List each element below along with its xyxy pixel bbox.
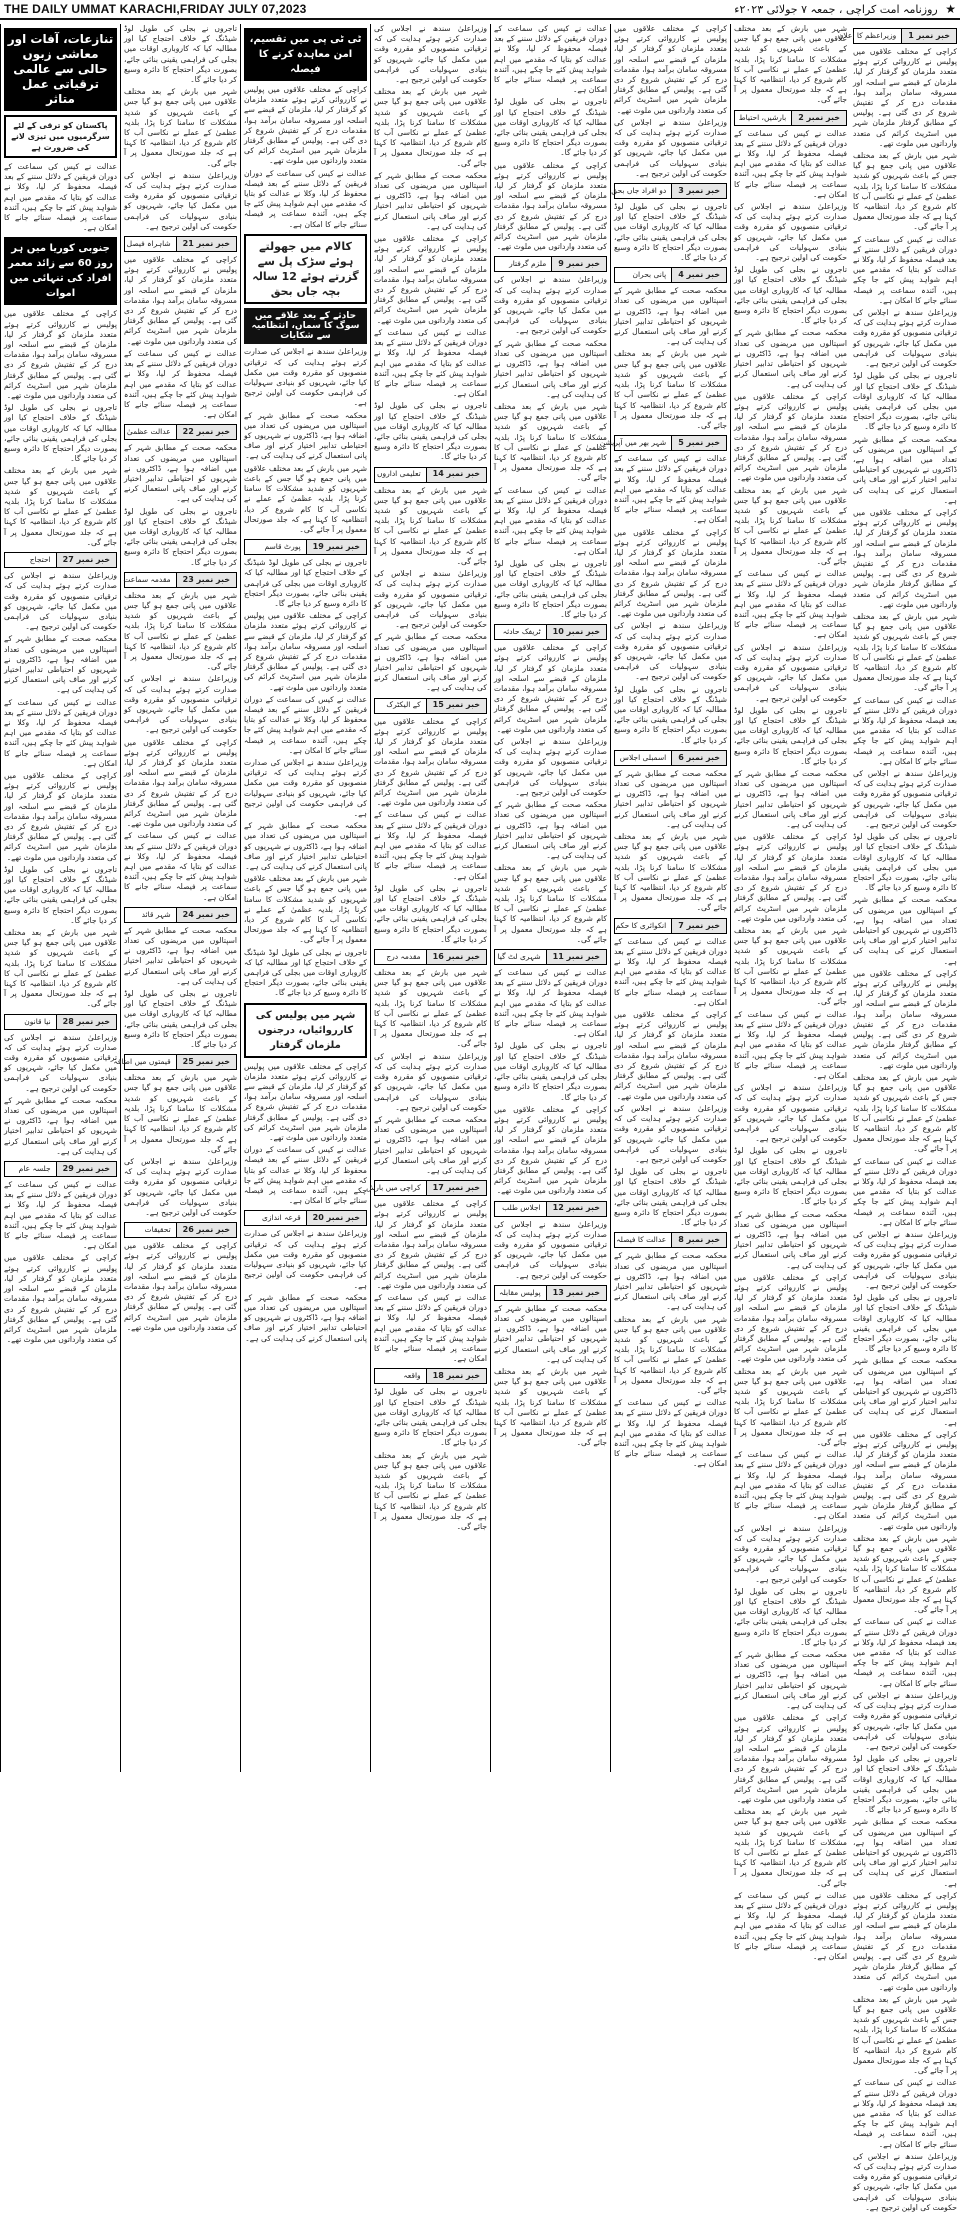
section-13 [494, 1285, 607, 1301]
article-paragraph: وزیراعلیٰ سندھ نے اجلاس کی صدارت کرتے ہوئے ہدایت کی کہ ترقیاتی منصوبوں کو مقررہ وقت میں مکمل کیا جائے، شہریوں کو بنیادی سہولیات کی فراہمی حکومت کی اولین ترجیح ہے۔ [853, 769, 957, 830]
section-10 [494, 624, 607, 640]
article-paragraph: تاجروں نے بجلی کی طویل لوڈ شیڈنگ کے خلاف احتجاج کیا اور مطالبہ کیا کہ کاروباری اوقات میں بجلی کی فراہمی یقینی بنائی جائے، بصورت دیگر احتجاج کا دائرہ وسیع کر دیا جائے گا۔ [4, 864, 117, 925]
article-paragraph: شہر میں بارش کے بعد مختلف علاقوں میں پانی جمع ہو گیا جس کے باعث شہریوں کو شدید مشکلات کا سامنا کرنا پڑا، بلدیہ عظمیٰ کے عملے نے نکاسی آب کا کام شروع کر دیا، انتظامیہ کا کہنا ہے کہ جلد صورتحال معمول پر آ جائے گی۔ [124, 590, 237, 672]
section-label: اجلاس طلب [502, 1203, 541, 1213]
article-paragraph: محکمہ صحت کے مطابق شہر کے اسپتالوں میں مریضوں کی تعداد میں اضافہ ہوا ہے، ڈاکٹروں نے شہریوں کو احتیاطی تدابیر اختیار کرنے اور صاف پانی استعمال کرنے کی ہدایت کی ہے۔ [853, 1356, 957, 1427]
section-18 [374, 1368, 487, 1384]
section-label: شہر قائد [141, 909, 171, 919]
section-17 [366, 1180, 487, 1196]
column-6 [240, 24, 370, 1772]
article-paragraph: کراچی کے مختلف علاقوں میں پولیس نے کارروائی کرتے ہوئے متعدد ملزمان کو گرفتار کر لیا، ملزمان کے قبضے سے اسلحہ اور مسروقہ سامان برآمد ہوا، مقدمات درج کر کے تفتیش شروع کر دی گئی ہے۔ پولیس کے مطابق گرفتار ملزمان شہر میں اسٹریٹ کرائم کی متعدد وارداتوں میں ملوث تھے۔ [494, 1104, 607, 1196]
article-paragraph: وزیراعلیٰ سندھ نے اجلاس کی صدارت کرتے ہوئے ہدایت کی کہ ترقیاتی منصوبوں کو مقررہ وقت میں مکمل کیا جائے، شہریوں کو بنیادی سہولیات کی فراہمی حکومت کی اولین ترجیح ہے۔ [4, 571, 117, 632]
article-paragraph: شہر میں بارش کے بعد مختلف علاقوں میں پانی جمع ہو گیا جس کے باعث شہریوں کو شدید مشکلات کا سامنا کرنا پڑا، بلدیہ عظمیٰ کے عملے نے نکاسی آب کا کام شروع کر دیا، انتظامیہ کا کہنا ہے کہ جلد صورتحال معمول پر آ جائے گی۔ [853, 151, 957, 232]
article-paragraph: تاجروں نے بجلی کی طویل لوڈ شیڈنگ کے خلاف احتجاج کیا اور مطالبہ کیا کہ کاروباری اوقات میں بجلی کی فراہمی یقینی بنائی جائے، بصورت دیگر احتجاج کا دائرہ وسیع کر دیا جائے گا۔ [853, 371, 957, 432]
article-paragraph: تاجروں نے بجلی کی طویل لوڈ شیڈنگ کے خلاف احتجاج کیا اور مطالبہ کیا کہ کاروباری اوقات میں بجلی کی فراہمی یقینی بنائی جائے، بصورت دیگر احتجاج کا دائرہ وسیع کر دیا جائے گا۔ [853, 832, 957, 893]
article-paragraph: عدالت نے کیس کی سماعت کے دوران فریقین کے دلائل سننے کے بعد فیصلہ محفوظ کر لیا، وکلا نے عدالت کو بتایا کہ مقدمے میں اہم شواہد پیش کئے جا چکے ہیں، آئندہ سماعت پر فیصلہ سنائے جانے کا امکان ہے۔ [734, 1450, 847, 1521]
article-paragraph: وزیراعلیٰ سندھ نے اجلاس کی صدارت کرتے ہوئے ہدایت کی کہ ترقیاتی منصوبوں کو مقررہ وقت میں مکمل کیا جائے، شہریوں کو بنیادی سہولیات کی فراہمی حکومت کی اولین ترجیح ہے۔ [614, 117, 727, 178]
article-paragraph: عدالت نے کیس کی سماعت کے دوران فریقین کے دلائل سننے کے بعد فیصلہ محفوظ کر لیا، وکلا نے عدالت کو بتایا کہ مقدمے میں اہم شواہد پیش کئے جا چکے ہیں، آئندہ سماعت پر فیصلہ سنائے جانے کا امکان ہے۔ [853, 695, 957, 766]
section-9 [494, 256, 607, 272]
article-paragraph: تاجروں نے بجلی کی طویل لوڈ شیڈنگ کے خلاف احتجاج کیا اور مطالبہ کیا کہ کاروباری اوقات میں بجلی کی فراہمی یقینی بنائی جائے، بصورت دیگر احتجاج کا دائرہ وسیع کر دیا جائے گا۔ [734, 265, 847, 326]
article-paragraph: شہر میں بارش کے بعد مختلف علاقوں میں پانی جمع ہو گیا جس کے باعث شہریوں کو شدید مشکلات کا سامنا کرنا پڑا، بلدیہ عظمیٰ کے عملے نے نکاسی آب کا کام شروع کر دیا، انتظامیہ کا کہنا ہے کہ جلد صورتحال معمول پر آ جائے گی۔ [853, 611, 957, 693]
article-paragraph: محکمہ صحت کے مطابق شہر کے اسپتالوں میں مریضوں کی تعداد میں اضافہ ہوا ہے، ڈاکٹروں نے شہریوں کو احتیاطی تدابیر اختیار کرنے اور صاف پانی استعمال کرنے کی ہدایت کی ہے۔ [614, 768, 727, 829]
section-number: خبر نمبر 9 [551, 257, 606, 271]
masthead-urdu [734, 2, 956, 16]
article-paragraph: محکمہ صحت کے مطابق شہر کے اسپتالوں میں مریضوں کی تعداد میں اضافہ ہوا ہے، ڈاکٹروں نے شہریوں کو احتیاطی تدابیر اختیار کرنے اور صاف پانی استعمال کرنے کی ہدایت کی ہے۔ [4, 1095, 117, 1156]
column-2 [730, 24, 850, 1961]
section-label: جلسہ عام [18, 1163, 51, 1173]
article-paragraph: کراچی کے مختلف علاقوں میں پولیس نے کارروائی کرتے ہوئے متعدد ملزمان کو گرفتار کر لیا، ملزمان کے قبضے سے اسلحہ اور مسروقہ سامان برآمد ہوا، مقدمات درج کر کے تفتیش شروع کر دی گئی ہے۔ پولیس کے مطابق گرفتار ملزمان شہر میں اسٹریٹ کرائم کی متعدد وارداتوں میں ملوث تھے۔ [734, 832, 847, 923]
section-label: تعلیمی اداروں [376, 469, 421, 479]
section-number: خبر نمبر 28 [56, 1015, 116, 1029]
article-paragraph: محکمہ صحت کے مطابق شہر کے اسپتالوں میں مریضوں کی تعداد میں اضافہ ہوا ہے، ڈاکٹروں نے شہریوں کو احتیاطی تدابیر اختیار کرنے اور صاف پانی استعمال کرنے کی ہدایت کی ہے۔ [124, 443, 237, 504]
article-paragraph: تاجروں نے بجلی کی طویل لوڈ شیڈنگ کے خلاف احتجاج کیا اور مطالبہ کیا کہ کاروباری اوقات میں بجلی کی فراہمی یقینی بنائی جائے، بصورت دیگر احتجاج کا دائرہ وسیع کر دیا جائے گا۔ [734, 705, 847, 766]
section-label: پورٹ قاسم [264, 542, 301, 551]
article-paragraph: کراچی کے مختلف علاقوں میں پولیس نے کارروائی کرتے ہوئے متعدد ملزمان کو گرفتار کر لیا، ملزمان کے قبضے سے اسلحہ اور مسروقہ سامان برآمد ہوا، مقدمات درج کر کے تفتیش شروع کر دی گئی ہے۔ پولیس کے مطابق گرفتار ملزمان شہر میں اسٹریٹ کرائم کی متعدد وارداتوں میں ملوث تھے۔ [244, 1061, 367, 1143]
section-number: خبر نمبر 20 [306, 1211, 366, 1225]
article-paragraph: شہر میں بارش کے بعد مختلف علاقوں میں پانی جمع ہو گیا جس کے باعث شہریوں کو شدید مشکلات کا سامنا کرنا پڑا، بلدیہ عظمیٰ کے عملے نے نکاسی آب کا کام شروع کر دیا، انتظامیہ کا کہنا ہے کہ جلد صورتحال معمول پر آ جائے گی۔ [494, 1366, 607, 1448]
article-paragraph: کراچی کے مختلف علاقوں میں پولیس نے کارروائی کرتے ہوئے متعدد ملزمان کو گرفتار کر لیا، ملزمان کے قبضے سے اسلحہ اور مسروقہ سامان برآمد ہوا، مقدمات درج کر کے تفتیش شروع کر دی گئی ہے۔ پولیس کے مطابق گرفتار ملزمان شہر میں اسٹریٹ کرائم کی متعدد وارداتوں میں ملوث تھے۔ [244, 85, 367, 166]
section-number: خبر نمبر 2 [791, 111, 846, 125]
article-paragraph: تاجروں نے بجلی کی طویل لوڈ شیڈنگ کے خلاف احتجاج کیا اور مطالبہ کیا کہ کاروباری اوقات میں بجلی کی فراہمی یقینی بنائی جائے، بصورت دیگر احتجاج کا دائرہ وسیع کر دیا جائے گا۔ [374, 883, 487, 944]
section-number: خبر نمبر 7 [671, 919, 726, 933]
section-number: خبر نمبر 29 [56, 1162, 116, 1176]
article-paragraph: محکمہ صحت کے مطابق شہر کے اسپتالوں میں مریضوں کی تعداد میں اضافہ ہوا ہے، ڈاکٹروں نے شہریوں کو احتیاطی تدابیر اختیار کرنے اور صاف پانی استعمال کرنے کی ہدایت کی ہے۔ [494, 800, 607, 861]
section-label: قیمتوں میں اضافہ [113, 1057, 171, 1067]
article-paragraph: شہر میں بارش کے بعد مختلف علاقوں میں پانی جمع ہو گیا جس کے باعث شہریوں کو شدید مشکلات کا سامنا کرنا پڑا، بلدیہ عظمیٰ کے عملے نے نکاسی آب کا کام شروع کر دیا، انتظامیہ کا کہنا ہے کہ جلد صورتحال معمول پر آ جائے گی۔ [374, 485, 487, 566]
article-paragraph: محکمہ صحت کے مطابق شہر کے اسپتالوں میں مریضوں کی تعداد میں اضافہ ہوا ہے، ڈاکٹروں نے شہریوں کو احتیاطی تدابیر اختیار کرنے اور صاف پانی استعمال کرنے کی ہدایت کی ہے۔ [244, 821, 367, 871]
column-1 [837, 24, 960, 2212]
section-number: خبر نمبر 8 [671, 1233, 726, 1247]
article-paragraph: شہر میں بارش کے بعد مختلف علاقوں میں پانی جمع ہو گیا جس کے باعث شہریوں کو شدید مشکلات کا سامنا کرنا پڑا، بلدیہ عظمیٰ کے عملے نے نکاسی آب کا کام شروع کر دیا، انتظامیہ کا کہنا ہے کہ جلد صورتحال معمول پر آ جائے گی۔ [734, 1366, 847, 1448]
section-label: واقعہ [403, 1371, 421, 1381]
columns [0, 24, 960, 2212]
article-paragraph: شہر میں بارش کے بعد مختلف علاقوں میں پانی جمع ہو گیا جس کے باعث شہریوں کو شدید مشکلات کا سامنا کرنا پڑا، بلدیہ عظمیٰ کے عملے نے نکاسی آب کا کام شروع کر دیا، انتظامیہ کا کہنا ہے کہ جلد صورتحال معمول پر آ جائے گی۔ [4, 466, 117, 547]
section-20 [244, 1210, 367, 1226]
article-paragraph: محکمہ صحت کے مطابق شہر کے اسپتالوں میں مریضوں کی تعداد میں اضافہ ہوا ہے، ڈاکٹروں نے شہریوں کو احتیاطی تدابیر اختیار کرنے اور صاف پانی استعمال کرنے کی ہدایت کی ہے۔ [494, 1303, 607, 1364]
article-paragraph: تاجروں نے بجلی کی طویل لوڈ شیڈنگ کے خلاف احتجاج کیا اور مطالبہ کیا کہ کاروباری اوقات میں بجلی کی فراہمی یقینی بنائی جائے، بصورت دیگر احتجاج کا دائرہ وسیع کر دیا جائے گا۔ [124, 989, 237, 1050]
article-paragraph: محکمہ صحت کے مطابق شہر کے اسپتالوں میں مریضوں کی تعداد میں اضافہ ہوا ہے، ڈاکٹروں نے شہریوں کو احتیاطی تدابیر اختیار کرنے اور صاف پانی استعمال کرنے کی ہدایت کی ہے۔ [374, 1114, 487, 1175]
article-paragraph: عدالت نے کیس کی سماعت کے دوران فریقین کے دلائل سننے کے بعد فیصلہ محفوظ کر لیا، وکلا نے عدالت کو بتایا کہ مقدمے میں اہم شواہد پیش کئے جا چکے ہیں، آئندہ سماعت پر فیصلہ سنائے جانے کا امکان ہے۔ [853, 234, 957, 305]
article-paragraph: وزیراعلیٰ سندھ نے اجلاس کی صدارت کرتے ہوئے ہدایت کی کہ ترقیاتی منصوبوں کو مقررہ وقت میں مکمل کیا جائے، شہریوں کو بنیادی سہولیات کی فراہمی حکومت کی اولین ترجیح ہے۔ [244, 1229, 367, 1290]
article-paragraph: عدالت نے کیس کی سماعت کے دوران فریقین کے دلائل سننے کے بعد فیصلہ محفوظ کر لیا، وکلا نے عدالت کو بتایا کہ مقدمے میں اہم شواہد پیش کئے جا چکے ہیں، آئندہ سماعت پر فیصلہ سنائے جانے کا امکان ہے۔ [614, 454, 727, 525]
headline-kalam: کالام میں جھولتے ہوئے سڑک پل سے گزرتے ہوئے 12 سالہ بچہ جاں بحق [244, 234, 367, 304]
article-paragraph: تاجروں نے بجلی کی طویل لوڈ شیڈنگ کے خلاف احتجاج کیا اور مطالبہ کیا کہ کاروباری اوقات میں بجلی کی فراہمی یقینی بنائی جائے، بصورت دیگر احتجاج کا دائرہ وسیع کر دیا جائے گا۔ [614, 684, 727, 745]
section-22 [124, 424, 237, 440]
column-7 [113, 24, 240, 1772]
article-paragraph: شہر میں بارش کے بعد مختلف علاقوں میں پانی جمع ہو گیا جس کے باعث شہریوں کو شدید مشکلات کا سامنا کرنا پڑا، بلدیہ عظمیٰ کے عملے نے نکاسی آب کا کام شروع کر دیا، انتظامیہ کا کہنا ہے کہ جلد صورتحال معمول پر آ جائے گی۔ [124, 87, 237, 168]
article-paragraph: شہر میں بارش کے بعد مختلف علاقوں میں پانی جمع ہو گیا جس کے باعث شہریوں کو شدید مشکلات کا سامنا کرنا پڑا، بلدیہ عظمیٰ کے عملے نے نکاسی آب کا کام شروع کر دیا، انتظامیہ کا کہنا ہے کہ جلد صورتحال معمول پر آ جائے گی۔ [734, 926, 847, 1007]
section-number: خبر نمبر 25 [176, 1055, 236, 1069]
article-paragraph: شہر میں بارش کے بعد مختلف علاقوں میں پانی جمع ہو گیا جس کے باعث شہریوں کو شدید مشکلات کا سامنا کرنا پڑا، بلدیہ عظمیٰ کے عملے نے نکاسی آب کا کام شروع کر دیا، انتظامیہ کا کہنا ہے کہ جلد صورتحال معمول پر آ جائے گی۔ [853, 1533, 957, 1615]
section-label: مقدمہ سماعت [123, 574, 171, 584]
section-label: وزیراعظم کا اعلان [837, 30, 897, 40]
section-number: خبر نمبر 13 [546, 1286, 606, 1300]
article-paragraph: شہر میں بارش کے بعد مختلف علاقوں میں پانی جمع ہو گیا جس کے باعث شہریوں کو شدید مشکلات کا سامنا کرنا پڑا، بلدیہ عظمیٰ کے عملے نے نکاسی آب کا کام شروع کر دیا، انتظامیہ کا کہنا ہے کہ جلد صورتحال معمول پر آ جائے گی۔ [853, 1994, 957, 2076]
article-paragraph: کراچی کے مختلف علاقوں میں پولیس نے کارروائی کرتے ہوئے متعدد ملزمان کو گرفتار کر لیا، ملزمان کے قبضے سے اسلحہ اور مسروقہ سامان برآمد ہوا، مقدمات درج کر کے تفتیش شروع کر دی گئی ہے۔ پولیس کے مطابق گرفتار ملزمان شہر میں اسٹریٹ کرائم کی متعدد وارداتوں میں ملوث تھے۔ [614, 527, 727, 619]
article-paragraph: وزیراعلیٰ سندھ نے اجلاس کی صدارت کرتے ہوئے ہدایت کی کہ ترقیاتی منصوبوں کو مقررہ وقت میں مکمل کیا جائے، شہریوں کو بنیادی سہولیات کی فراہمی حکومت کی اولین ترجیح ہے۔ [734, 1523, 847, 1584]
section-7 [614, 918, 727, 934]
section-14 [374, 467, 487, 483]
article-paragraph: عدالت نے کیس کی سماعت کے دوران فریقین کے دلائل سننے کے بعد فیصلہ محفوظ کر لیا، وکلا نے عدالت کو بتایا کہ مقدمے میں اہم شواہد پیش کئے جا چکے ہیں، آئندہ سماعت پر فیصلہ سنائے جانے کا امکان ہے۔ [734, 128, 847, 199]
article-paragraph: تاجروں نے بجلی کی طویل لوڈ شیڈنگ کے خلاف احتجاج کیا اور مطالبہ کیا کہ کاروباری اوقات میں بجلی کی فراہمی یقینی بنائی جائے، بصورت دیگر احتجاج کا دائرہ وسیع کر دیا جائے گا۔ [124, 506, 237, 567]
article-paragraph: عدالت نے کیس کی سماعت کے دوران فریقین کے دلائل سننے کے بعد فیصلہ محفوظ کر لیا، وکلا نے عدالت کو بتایا کہ مقدمے میں اہم شواہد پیش کئے جا چکے ہیں، آئندہ سماعت پر فیصلہ سنائے جانے کا امکان ہے۔ [374, 1292, 487, 1364]
article-paragraph: شہر میں بارش کے بعد مختلف علاقوں میں پانی جمع ہو گیا جس کے باعث شہریوں کو شدید مشکلات کا سامنا کرنا پڑا، بلدیہ عظمیٰ کے عملے نے نکاسی آب کا کام شروع کر دیا، انتظامیہ کا کہنا ہے کہ جلد صورتحال معمول پر آ جائے گی۔ [734, 24, 847, 105]
section-label: انکوائری کا حکم [615, 920, 667, 930]
article-paragraph: تاجروں نے بجلی کی طویل لوڈ شیڈنگ کے خلاف احتجاج کیا اور مطالبہ کیا کہ کاروباری اوقات میں بجلی کی فراہمی یقینی بنائی جائے، بصورت دیگر احتجاج کا دائرہ وسیع کر دیا جائے گا۔ [494, 1041, 607, 1102]
section-number: خبر نمبر 26 [176, 1223, 236, 1237]
article-paragraph: عدالت نے کیس کی سماعت کے دوران فریقین کے دلائل سننے کے بعد فیصلہ محفوظ کر لیا، وکلا نے عدالت کو بتایا کہ مقدمے میں اہم شواہد پیش کئے جا چکے ہیں، آئندہ سماعت پر فیصلہ سنائے جانے کا امکان ہے۔ [124, 348, 237, 420]
article-paragraph: کراچی کے مختلف علاقوں میں پولیس نے کارروائی کرتے ہوئے متعدد ملزمان کو گرفتار کر لیا، ملزمان کے قبضے سے اسلحہ اور مسروقہ سامان برآمد ہوا، مقدمات درج کر کے تفتیش شروع کر دی گئی ہے۔ پولیس کے مطابق گرفتار ملزمان شہر میں اسٹریٹ کرائم کی متعدد وارداتوں میں ملوث تھے۔ [374, 234, 487, 325]
article-paragraph: کراچی کے مختلف علاقوں میں پولیس نے کارروائی کرتے ہوئے متعدد ملزمان کو گرفتار کر لیا، ملزمان کے قبضے سے اسلحہ اور مسروقہ سامان برآمد ہوا، مقدمات درج کر کے تفتیش شروع کر دی گئی ہے۔ پولیس کے مطابق گرفتار ملزمان شہر میں اسٹریٹ کرائم کی متعدد وارداتوں میں ملوث تھے۔ [124, 255, 237, 346]
section-5 [599, 435, 727, 451]
article-paragraph: تاجروں نے بجلی کی طویل لوڈ شیڈنگ کے خلاف احتجاج کیا اور مطالبہ کیا کہ کاروباری اوقات میں بجلی کی فراہمی یقینی بنائی جائے، بصورت دیگر احتجاج کا دائرہ وسیع کر دیا جائے گا۔ [853, 1293, 957, 1354]
article-paragraph: کراچی کے مختلف علاقوں میں پولیس نے کارروائی کرتے ہوئے متعدد ملزمان کو گرفتار کر لیا، ملزمان کے قبضے سے اسلحہ اور مسروقہ سامان برآمد ہوا، مقدمات درج کر کے تفتیش شروع کر دی گئی ہے۔ پولیس کے مطابق گرفتار ملزمان شہر میں اسٹریٹ کرائم کی متعدد وارداتوں میں ملوث تھے۔ [124, 1241, 237, 1332]
article-paragraph: شہر میں بارش کے بعد مختلف علاقوں میں پانی جمع ہو گیا جس کے باعث شہریوں کو شدید مشکلات کا سامنا کرنا پڑا، بلدیہ عظمیٰ کے عملے نے نکاسی آب کا کام شروع کر دیا، انتظامیہ کا کہنا ہے کہ جلد صورتحال معمول پر آ جائے گی۔ [4, 928, 117, 1009]
section-4 [614, 267, 727, 283]
section-3 [611, 183, 727, 199]
article-paragraph: کراچی کے مختلف علاقوں میں پولیس نے کارروائی کرتے ہوئے متعدد ملزمان کو گرفتار کر لیا، ملزمان کے قبضے سے اسلحہ اور مسروقہ سامان برآمد ہوا، مقدمات درج کر کے تفتیش شروع کر دی گئی ہے۔ پولیس کے مطابق گرفتار ملزمان شہر میں اسٹریٹ کرائم کی متعدد وارداتوں میں ملوث تھے۔ [4, 1253, 117, 1345]
article-paragraph: کراچی کے مختلف علاقوں میں پولیس نے کارروائی کرتے ہوئے متعدد ملزمان کو گرفتار کر لیا، ملزمان کے قبضے سے اسلحہ اور مسروقہ سامان برآمد ہوا، مقدمات درج کر کے تفتیش شروع کر دی گئی ہے۔ پولیس کے مطابق گرفتار ملزمان شہر میں اسٹریٹ کرائم کی متعدد وارداتوں میں ملوث تھے۔ [374, 1199, 487, 1290]
article-paragraph: محکمہ صحت کے مطابق شہر کے اسپتالوں میں مریضوں کی تعداد میں اضافہ ہوا ہے، ڈاکٹروں نے شہریوں کو احتیاطی تدابیر اختیار کرنے اور صاف پانی استعمال کرنے کی ہدایت کی ہے۔ [244, 1292, 367, 1343]
article-paragraph: عدالت نے کیس کی سماعت کے دوران فریقین کے دلائل سننے کے بعد فیصلہ محفوظ کر لیا، وکلا نے عدالت کو بتایا کہ مقدمے میں اہم شواہد پیش کئے جا چکے ہیں، آئندہ سماعت پر فیصلہ سنائے جانے کا امکان ہے۔ [853, 2078, 957, 2149]
section-label: پانی بحران [632, 270, 667, 280]
article-paragraph: شہر میں بارش کے بعد مختلف علاقوں میں پانی جمع ہو گیا جس کے باعث شہریوں کو شدید مشکلات کا سامنا کرنا پڑا، بلدیہ عظمیٰ کے عملے نے نکاسی آب کا کام شروع کر دیا، انتظامیہ کا کہنا ہے کہ جلد صورتحال معمول پر آ جائے گی۔ [124, 1073, 237, 1154]
section-19 [244, 539, 367, 555]
article-paragraph: کراچی کے مختلف علاقوں میں پولیس نے کارروائی کرتے ہوئے متعدد ملزمان کو گرفتار کر لیا، ملزمان کے قبضے سے اسلحہ اور مسروقہ سامان برآمد ہوا، مقدمات درج کر کے تفتیش شروع کر دی گئی ہے۔ پولیس کے مطابق گرفتار ملزمان شہر میں اسٹریٹ کرائم کی متعدد وارداتوں میں ملوث تھے۔ [853, 1429, 957, 1531]
article-paragraph: عدالت نے کیس کی سماعت کے دوران فریقین کے دلائل سننے کے بعد فیصلہ محفوظ کر لیا، وکلا نے عدالت کو بتایا کہ مقدمے میں اہم شواہد پیش کئے جا چکے ہیں، آئندہ سماعت پر فیصلہ سنائے جانے کا امکان ہے۔ [614, 1398, 727, 1469]
section-number: خبر نمبر 18 [426, 1369, 486, 1383]
section-25 [113, 1054, 237, 1070]
article-paragraph: عدالت نے کیس کی سماعت کے دوران فریقین کے دلائل سننے کے بعد فیصلہ محفوظ کر لیا، وکلا نے عدالت کو بتایا کہ مقدمے میں اہم شواہد پیش کئے جا چکے ہیں، آئندہ سماعت پر فیصلہ سنائے جانے کا امکان ہے۔ [244, 168, 367, 229]
section-2 [734, 110, 847, 126]
article-paragraph: عدالت نے کیس کی سماعت کے دوران فریقین کے دلائل سننے کے بعد فیصلہ محفوظ کر لیا، وکلا نے عدالت کو بتایا کہ مقدمے میں اہم شواہد پیش کئے جا چکے ہیں، آئندہ سماعت پر فیصلہ سنائے جانے کا امکان ہے۔ [244, 1145, 367, 1206]
article-paragraph: وزیراعلیٰ سندھ نے اجلاس کی صدارت کرتے ہوئے ہدایت کی کہ ترقیاتی منصوبوں کو مقررہ وقت میں مکمل کیا جائے، شہریوں کو بنیادی سہولیات کی فراہمی حکومت کی اولین ترجیح ہے۔ [853, 2151, 957, 2212]
section-21 [124, 236, 237, 252]
section-number: خبر نمبر 22 [176, 425, 236, 439]
section-number: خبر نمبر 14 [426, 468, 486, 482]
article-paragraph: عدالت نے کیس کی سماعت کے دوران فریقین کے دلائل سننے کے بعد فیصلہ محفوظ کر لیا، وکلا نے عدالت کو بتایا کہ مقدمے میں اہم شواہد پیش کئے جا چکے ہیں، آئندہ سماعت پر فیصلہ سنائے جانے کا امکان ہے۔ [374, 810, 487, 881]
section-1 [837, 28, 957, 44]
article-paragraph: وزیراعلیٰ سندھ نے اجلاس کی صدارت کرتے ہوئے ہدایت کی کہ ترقیاتی منصوبوں کو مقررہ وقت میں مکمل کیا جائے، شہریوں کو بنیادی سہولیات کی فراہمی حکومت کی اولین ترجیح ہے۔ [374, 1051, 487, 1112]
article-paragraph: تاجروں نے بجلی کی طویل لوڈ شیڈنگ کے خلاف احتجاج کیا اور مطالبہ کیا کہ کاروباری اوقات میں بجلی کی فراہمی یقینی بنائی جائے، بصورت دیگر احتجاج کا دائرہ وسیع کر دیا جائے گا۔ [853, 1754, 957, 1815]
section-number: خبر نمبر 12 [546, 1202, 606, 1216]
article-paragraph: عدالت نے کیس کی سماعت کے دوران فریقین کے دلائل سننے کے بعد فیصلہ محفوظ کر لیا، وکلا نے عدالت کو بتایا کہ مقدمے میں اہم شواہد پیش کئے جا چکے ہیں، آئندہ سماعت پر فیصلہ سنائے جانے کا امکان ہے۔ [734, 569, 847, 640]
article-paragraph: وزیراعلیٰ سندھ نے اجلاس کی صدارت کرتے ہوئے ہدایت کی کہ ترقیاتی منصوبوں کو مقررہ وقت میں مکمل کیا جائے، شہریوں کو بنیادی سہولیات کی فراہمی حکومت کی اولین ترجیح ہے۔ [614, 621, 727, 682]
article-paragraph: شہر میں بارش کے بعد مختلف علاقوں میں پانی جمع ہو گیا جس کے باعث شہریوں کو شدید مشکلات کا سامنا کرنا پڑا، بلدیہ عظمیٰ کے عملے نے نکاسی آب کا کام شروع کر دیا، انتظامیہ کا کہنا ہے کہ جلد صورتحال معمول پر آ جائے گی۔ [614, 832, 727, 913]
masthead-english: THE DAILY UMMAT KARACHI,FRIDAY JULY 07,2023 [4, 2, 307, 16]
article-paragraph: عدالت نے کیس کی سماعت کے دوران فریقین کے دلائل سننے کے بعد فیصلہ محفوظ کر لیا، وکلا نے عدالت کو بتایا کہ مقدمے میں اہم شواہد پیش کئے جا چکے ہیں، آئندہ سماعت پر فیصلہ سنائے جانے کا امکان ہے۔ [124, 831, 237, 902]
section-label: پولیس مقابلہ [499, 1287, 541, 1297]
article-paragraph: وزیراعلیٰ سندھ نے اجلاس کی صدارت کرتے ہوئے ہدایت کی کہ ترقیاتی منصوبوں کو مقررہ وقت میں مکمل کیا جائے، شہریوں کو بنیادی سہولیات کی فراہمی حکومت کی اولین ترجیح ہے۔ [494, 1219, 607, 1280]
article-paragraph: کراچی کے مختلف علاقوں میں پولیس نے کارروائی کرتے ہوئے متعدد ملزمان کو گرفتار کر لیا، ملزمان کے قبضے سے اسلحہ اور مسروقہ سامان برآمد ہوا، مقدمات درج کر کے تفتیش شروع کر دی گئی ہے۔ پولیس کے مطابق گرفتار ملزمان شہر میں اسٹریٹ کرائم کی متعدد وارداتوں میں ملوث تھے۔ [244, 611, 367, 692]
column-8 [0, 24, 120, 1772]
article-paragraph: وزیراعلیٰ سندھ نے اجلاس کی صدارت کرتے ہوئے ہدایت کی کہ ترقیاتی منصوبوں کو مقررہ وقت میں مکمل کیا جائے، شہریوں کو بنیادی سہولیات کی فراہمی حکومت کی اولین ترجیح ہے۔ [374, 569, 487, 630]
section-label: دو افراد جاں بحق [611, 185, 667, 195]
section-number: خبر نمبر 23 [176, 573, 236, 587]
article-paragraph: تاجروں نے بجلی کی طویل لوڈ شیڈنگ کے خلاف احتجاج کیا اور مطالبہ کیا کہ کاروباری اوقات میں بجلی کی فراہمی یقینی بنائی جائے، بصورت دیگر احتجاج کا دائرہ وسیع کر دیا جائے گا۔ [374, 401, 487, 462]
article-paragraph: تاجروں نے بجلی کی طویل لوڈ شیڈنگ کے خلاف احتجاج کیا اور مطالبہ کیا کہ کاروباری اوقات میں بجلی کی فراہمی یقینی بنائی جائے، بصورت دیگر احتجاج کا دائرہ وسیع کر دیا جائے گا۔ [244, 558, 367, 608]
section-24 [124, 907, 237, 923]
article-paragraph: شہر میں بارش کے بعد مختلف علاقوں میں پانی جمع ہو گیا جس کے باعث شہریوں کو شدید مشکلات کا سامنا کرنا پڑا، بلدیہ عظمیٰ کے عملے نے نکاسی آب کا کام شروع کر دیا، انتظامیہ کا کہنا ہے کہ جلد صورتحال معمول پر آ جائے گی۔ [494, 401, 607, 483]
article-paragraph: وزیراعلیٰ سندھ نے اجلاس کی صدارت کرتے ہوئے ہدایت کی کہ ترقیاتی منصوبوں کو مقررہ وقت میں مکمل کیا جائے، شہریوں کو بنیادی سہولیات کی فراہمی حکومت کی اولین ترجیح ہے۔ [244, 757, 367, 818]
section-number: خبر نمبر 15 [426, 699, 486, 713]
section-15 [374, 698, 487, 714]
section-28 [4, 1014, 117, 1030]
section-label: کے الیکٹرک [386, 700, 421, 710]
article-paragraph: تاجروں نے بجلی کی طویل لوڈ شیڈنگ کے خلاف احتجاج کیا اور مطالبہ کیا کہ کاروباری اوقات میں بجلی کی فراہمی یقینی بنائی جائے، بصورت دیگر احتجاج کا دائرہ وسیع کر دیا جائے گا۔ [494, 558, 607, 619]
article-paragraph: کراچی کے مختلف علاقوں میں پولیس نے کارروائی کرتے ہوئے متعدد ملزمان کو گرفتار کر لیا، ملزمان کے قبضے سے اسلحہ اور مسروقہ سامان برآمد ہوا، مقدمات درج کر کے تفتیش شروع کر دی گئی ہے۔ پولیس کے مطابق گرفتار ملزمان شہر میں اسٹریٹ کرائم کی متعدد وارداتوں میں ملوث تھے۔ [374, 716, 487, 808]
article-paragraph: عدالت نے کیس کی سماعت کے دوران فریقین کے دلائل سننے کے بعد فیصلہ محفوظ کر لیا، وکلا نے عدالت کو بتایا کہ مقدمے میں اہم شواہد پیش کئے جا چکے ہیں، آئندہ سماعت پر فیصلہ سنائے جانے کا امکان ہے۔ [853, 1617, 957, 1688]
headline-police: شہر میں پولیس کی کارروائیاں، درجنوں ملزمان گرفتار [244, 1003, 367, 1058]
section-label: ٹریفک حادثہ [502, 627, 541, 637]
section-label: عدالت عظمیٰ [126, 427, 171, 437]
article-paragraph: محکمہ صحت کے مطابق شہر کے اسپتالوں میں مریضوں کی تعداد میں اضافہ ہوا ہے، ڈاکٹروں نے شہریوں کو احتیاطی تدابیر اختیار کرنے اور صاف پانی استعمال کرنے کی ہدایت کی ہے۔ [734, 328, 847, 389]
article-paragraph: شہر میں بارش کے بعد مختلف علاقوں میں پانی جمع ہو گیا جس کے باعث شہریوں کو شدید مشکلات کا سامنا کرنا پڑا، بلدیہ عظمیٰ کے عملے نے نکاسی آب کا کام شروع کر دیا، انتظامیہ کا کہنا ہے کہ جلد صورتحال معمول پر آ جائے گی۔ [374, 87, 487, 168]
article-paragraph: کراچی کے مختلف علاقوں میں پولیس نے کارروائی کرتے ہوئے متعدد ملزمان کو گرفتار کر لیا، ملزمان کے قبضے سے اسلحہ اور مسروقہ سامان برآمد ہوا، مقدمات درج کر کے تفتیش شروع کر دی گئی ہے۔ پولیس کے مطابق گرفتار ملزمان شہر میں اسٹریٹ کرائم کی متعدد وارداتوں میں ملوث تھے۔ [494, 160, 607, 252]
section-label: عدالت کا فیصلہ [616, 1235, 667, 1245]
article-paragraph: کراچی کے مختلف علاقوں میں پولیس نے کارروائی کرتے ہوئے متعدد ملزمان کو گرفتار کر لیا، ملزمان کے قبضے سے اسلحہ اور مسروقہ سامان برآمد ہوا، مقدمات درج کر کے تفتیش شروع کر دی گئی ہے۔ پولیس کے مطابق گرفتار ملزمان شہر میں اسٹریٹ کرائم کی متعدد وارداتوں میں ملوث تھے۔ [853, 968, 957, 1070]
article-paragraph: محکمہ صحت کے مطابق شہر کے اسپتالوں میں مریضوں کی تعداد میں اضافہ ہوا ہے، ڈاکٹروں نے شہریوں کو احتیاطی تدابیر اختیار کرنے اور صاف پانی استعمال کرنے کی ہدایت کی ہے۔ [734, 1209, 847, 1270]
article-paragraph: تاجروں نے بجلی کی طویل لوڈ شیڈنگ کے خلاف احتجاج کیا اور مطالبہ کیا کہ کاروباری اوقات میں بجلی کی فراہمی یقینی بنائی جائے، بصورت دیگر احتجاج کا دائرہ وسیع کر دیا جائے گا۔ [734, 1586, 847, 1647]
article-paragraph: وزیراعلیٰ سندھ نے اجلاس کی صدارت کرتے ہوئے ہدایت کی کہ ترقیاتی منصوبوں کو مقررہ وقت میں مکمل کیا جائے، شہریوں کو بنیادی سہولیات کی فراہمی حکومت کی اولین ترجیح ہے۔ [124, 1156, 237, 1217]
article-paragraph: عدالت نے کیس کی سماعت کے دوران فریقین کے دلائل سننے کے بعد فیصلہ محفوظ کر لیا، وکلا نے عدالت کو بتایا کہ مقدمے میں اہم شواہد پیش کئے جا چکے ہیں، آئندہ سماعت پر فیصلہ سنائے جانے کا امکان ہے۔ [4, 1180, 117, 1251]
article-paragraph: وزیراعلیٰ سندھ نے اجلاس کی صدارت کرتے ہوئے ہدایت کی کہ ترقیاتی منصوبوں کو مقررہ وقت میں مکمل کیا جائے، شہریوں کو بنیادی سہولیات کی فراہمی حکومت کی اولین ترجیح ہے۔ [124, 674, 237, 735]
article-paragraph: وزیراعلیٰ سندھ نے اجلاس کی صدارت کرتے ہوئے ہدایت کی کہ ترقیاتی منصوبوں کو مقررہ وقت میں مکمل کیا جائے، شہریوں کو بنیادی سہولیات کی فراہمی حکومت کی اولین ترجیح ہے۔ [244, 347, 367, 408]
section-12 [494, 1201, 607, 1217]
article-paragraph: عدالت نے کیس کی سماعت کے دوران فریقین کے دلائل سننے کے بعد فیصلہ محفوظ کر لیا، وکلا نے عدالت کو بتایا کہ مقدمے میں اہم شواہد پیش کئے جا چکے ہیں، آئندہ سماعت پر فیصلہ سنائے جانے کا امکان ہے۔ [853, 1156, 957, 1227]
masthead-urdu-text: روزنامہ امت کراچی ، جمعہ ۷ جولائی ۲۰۲۳ء [734, 3, 938, 16]
section-number: خبر نمبر 3 [671, 184, 726, 198]
section-23 [124, 572, 237, 588]
section-label: شہر بھر میں آپریشن [599, 438, 667, 447]
section-label: شاہراہ فیصل [126, 238, 171, 248]
article-paragraph: عدالت نے کیس کی سماعت کے دوران فریقین کے دلائل سننے کے بعد فیصلہ محفوظ کر لیا، وکلا نے عدالت کو بتایا کہ مقدمے میں اہم شواہد پیش کئے جا چکے ہیں، آئندہ سماعت پر فیصلہ سنائے جانے کا امکان ہے۔ [494, 968, 607, 1039]
section-26 [124, 1222, 237, 1238]
article-paragraph: تاجروں نے بجلی کی طویل لوڈ شیڈنگ کے خلاف احتجاج کیا اور مطالبہ کیا کہ کاروباری اوقات میں بجلی کی فراہمی یقینی بنائی جائے، بصورت دیگر احتجاج کا دائرہ وسیع کر دیا جائے گا۔ [4, 403, 117, 464]
section-number: خبر نمبر 24 [176, 908, 236, 922]
article-paragraph: شہر میں بارش کے بعد مختلف علاقوں میں پانی جمع ہو گیا جس کے باعث شہریوں کو شدید مشکلات کا سامنا کرنا پڑا، بلدیہ عظمیٰ کے عملے نے نکاسی آب کا کام شروع کر دیا، انتظامیہ کا کہنا ہے کہ جلد صورتحال معمول پر آ جائے گی۔ [244, 874, 367, 945]
article-paragraph: عدالت نے کیس کی سماعت کے دوران فریقین کے دلائل سننے کے بعد فیصلہ محفوظ کر لیا، وکلا نے عدالت کو بتایا کہ مقدمے میں اہم شواہد پیش کئے جا چکے ہیں، آئندہ سماعت پر فیصلہ سنائے جانے کا امکان ہے۔ [734, 1009, 847, 1080]
section-number: خبر نمبر 5 [671, 436, 726, 450]
article-paragraph: عدالت نے کیس کی سماعت کے دوران فریقین کے دلائل سننے کے بعد فیصلہ محفوظ کر لیا، وکلا نے عدالت کو بتایا کہ مقدمے میں اہم شواہد پیش کئے جا چکے ہیں، آئندہ سماعت پر فیصلہ سنائے جانے کا امکان ہے۔ [374, 327, 487, 399]
article-paragraph: عدالت نے کیس کی سماعت کے دوران فریقین کے دلائل سننے کے بعد فیصلہ محفوظ کر لیا، وکلا نے عدالت کو بتایا کہ مقدمے میں اہم شواہد پیش کئے جا چکے ہیں، آئندہ سماعت پر فیصلہ سنائے جانے کا امکان ہے۔ [614, 936, 727, 1007]
article-paragraph: وزیراعلیٰ سندھ نے اجلاس کی صدارت کرتے ہوئے ہدایت کی کہ ترقیاتی منصوبوں کو مقررہ وقت میں مکمل کیا جائے، شہریوں کو بنیادی سہولیات کی فراہمی حکومت کی اولین ترجیح ہے۔ [124, 170, 237, 231]
article-paragraph: وزیراعلیٰ سندھ نے اجلاس کی صدارت کرتے ہوئے ہدایت کی کہ ترقیاتی منصوبوں کو مقررہ وقت میں مکمل کیا جائے، شہریوں کو بنیادی سہولیات کی فراہمی حکومت کی اولین ترجیح ہے۔ [853, 1690, 957, 1751]
section-16 [374, 949, 487, 965]
section-11 [494, 949, 607, 965]
article-paragraph: شہر میں بارش کے بعد مختلف علاقوں میں پانی جمع ہو گیا جس کے باعث شہریوں کو شدید مشکلات کا سامنا کرنا پڑا، بلدیہ عظمیٰ کے عملے نے نکاسی آب کا کام شروع کر دیا، انتظامیہ کا کہنا ہے کہ جلد صورتحال معمول پر آ جائے گی۔ [853, 1072, 957, 1154]
section-number: خبر نمبر 21 [176, 237, 236, 251]
article-paragraph: محکمہ صحت کے مطابق شہر کے اسپتالوں میں مریضوں کی تعداد میں اضافہ ہوا ہے، ڈاکٹروں نے شہریوں کو احتیاطی تدابیر اختیار کرنے اور صاف پانی استعمال کرنے کی ہدایت کی ہے۔ [494, 338, 607, 399]
section-27 [4, 552, 117, 568]
article-paragraph: کراچی کے مختلف علاقوں میں پولیس نے کارروائی کرتے ہوئے متعدد ملزمان کو گرفتار کر لیا، ملزمان کے قبضے سے اسلحہ اور مسروقہ سامان برآمد ہوا، مقدمات درج کر کے تفتیش شروع کر دی گئی ہے۔ پولیس کے مطابق گرفتار ملزمان شہر میں اسٹریٹ کرائم کی متعدد وارداتوں میں ملوث تھے۔ [853, 1890, 957, 1992]
section-8 [614, 1232, 727, 1248]
section-number: خبر نمبر 4 [671, 268, 726, 282]
article-paragraph: وزیراعلیٰ سندھ نے اجلاس کی صدارت کرتے ہوئے ہدایت کی کہ ترقیاتی منصوبوں کو مقررہ وقت میں مکمل کیا جائے، شہریوں کو بنیادی سہولیات کی فراہمی حکومت کی اولین ترجیح ہے۔ [853, 1229, 957, 1290]
article-paragraph: شہر میں بارش کے بعد مختلف علاقوں میں پانی جمع ہو گیا جس کے باعث شہریوں کو شدید مشکلات کا سامنا کرنا پڑا، بلدیہ عظمیٰ کے عملے نے نکاسی آب کا کام شروع کر دیا، انتظامیہ کا کہنا ہے کہ جلد صورتحال معمول پر آ جائے گی۔ [614, 1314, 727, 1395]
article-paragraph: شہر میں بارش کے بعد مختلف علاقوں میں پانی جمع ہو گیا جس کے باعث شہریوں کو شدید مشکلات کا سامنا کرنا پڑا، بلدیہ عظمیٰ کے عملے نے نکاسی آب کا کام شروع کر دیا، انتظامیہ کا کہنا ہے کہ جلد صورتحال معمول پر آ جائے گی۔ [734, 1807, 847, 1888]
section-label: کراچی میں بارش [366, 1183, 421, 1193]
article-paragraph: وزیراعلیٰ سندھ نے اجلاس کی صدارت کرتے ہوئے ہدایت کی کہ ترقیاتی منصوبوں کو مقررہ وقت میں مکمل کیا جائے، شہریوں کو بنیادی سہولیات کی فراہمی حکومت کی اولین ترجیح ہے۔ [494, 737, 607, 798]
article-paragraph: کراچی کے مختلف علاقوں میں پولیس نے کارروائی کرتے ہوئے متعدد ملزمان کو گرفتار کر لیا، ملزمان کے قبضے سے اسلحہ اور مسروقہ سامان برآمد ہوا، مقدمات درج کر کے تفتیش شروع کر دی گئی ہے۔ پولیس کے مطابق گرفتار ملزمان شہر میں اسٹریٹ کرائم کی متعدد وارداتوں میں ملوث تھے۔ [853, 47, 957, 148]
section-label: احتجاج [29, 554, 51, 564]
article-paragraph: محکمہ صحت کے مطابق شہر کے اسپتالوں میں مریضوں کی تعداد میں اضافہ ہوا ہے، ڈاکٹروں نے شہریوں کو احتیاطی تدابیر اختیار کرنے اور صاف پانی استعمال کرنے کی ہدایت کی ہے۔ [244, 410, 367, 461]
column-4 [490, 24, 610, 1772]
article-paragraph: وزیراعلیٰ سندھ نے اجلاس کی صدارت کرتے ہوئے ہدایت کی کہ ترقیاتی منصوبوں کو مقررہ وقت میں مکمل کیا جائے، شہریوں کو بنیادی سہولیات کی فراہمی حکومت کی اولین ترجیح ہے۔ [853, 308, 957, 369]
section-number: خبر نمبر 16 [426, 950, 486, 964]
section-label: شہری لٹ گیا [497, 951, 541, 961]
article-paragraph: محکمہ صحت کے مطابق شہر کے اسپتالوں میں مریضوں کی تعداد میں اضافہ ہوا ہے، ڈاکٹروں نے شہریوں کو احتیاطی تدابیر اختیار کرنے اور صاف پانی استعمال کرنے کی ہدایت کی ہے۔ [4, 634, 117, 695]
article-paragraph: محکمہ صحت کے مطابق شہر کے اسپتالوں میں مریضوں کی تعداد میں اضافہ ہوا ہے، ڈاکٹروں نے شہریوں کو احتیاطی تدابیر اختیار کرنے اور صاف پانی استعمال کرنے کی ہدایت کی ہے۔ [374, 632, 487, 693]
section-number: خبر نمبر 10 [546, 625, 606, 639]
article-paragraph: کراچی کے مختلف علاقوں میں پولیس نے کارروائی کرتے ہوئے متعدد ملزمان کو گرفتار کر لیا، ملزمان کے قبضے سے اسلحہ اور مسروقہ سامان برآمد ہوا، مقدمات درج کر کے تفتیش شروع کر دی گئی ہے۔ پولیس کے مطابق گرفتار ملزمان شہر میں اسٹریٹ کرائم کی متعدد وارداتوں میں ملوث تھے۔ [734, 1272, 847, 1364]
article-paragraph: شہر میں بارش کے بعد مختلف علاقوں میں پانی جمع ہو گیا جس کے باعث شہریوں کو شدید مشکلات کا سامنا کرنا پڑا، بلدیہ عظمیٰ کے عملے نے نکاسی آب کا کام شروع کر دیا، انتظامیہ کا کہنا ہے کہ جلد صورتحال معمول پر آ جائے گی۔ [614, 349, 727, 430]
article-paragraph: کراچی کے مختلف علاقوں میں پولیس نے کارروائی کرتے ہوئے متعدد ملزمان کو گرفتار کر لیا، ملزمان کے قبضے سے اسلحہ اور مسروقہ سامان برآمد ہوا، مقدمات درج کر کے تفتیش شروع کر دی گئی ہے۔ پولیس کے مطابق گرفتار ملزمان شہر میں اسٹریٹ کرائم کی متعدد وارداتوں میں ملوث تھے۔ [4, 309, 117, 401]
section-label: نیا قانون [24, 1016, 51, 1026]
section-number: خبر نمبر 1 [901, 29, 956, 43]
headline-ttp: ٹی ٹی پی میں تقسیم، امن معاہدہ کرنے کا فیصلہ [244, 28, 367, 81]
article-paragraph: کراچی کے مختلف علاقوں میں پولیس نے کارروائی کرتے ہوئے متعدد ملزمان کو گرفتار کر لیا، ملزمان کے قبضے سے اسلحہ اور مسروقہ سامان برآمد ہوا، مقدمات درج کر کے تفتیش شروع کر دی گئی ہے۔ پولیس کے مطابق گرفتار ملزمان شہر میں اسٹریٹ کرائم کی متعدد وارداتوں میں ملوث تھے۔ [4, 770, 117, 862]
page-header [0, 0, 960, 20]
section-number: خبر نمبر 11 [546, 950, 606, 964]
article-paragraph: تاجروں نے بجلی کی طویل لوڈ شیڈنگ کے خلاف احتجاج کیا اور مطالبہ کیا کہ کاروباری اوقات میں بجلی کی فراہمی یقینی بنائی جائے، بصورت دیگر احتجاج کا دائرہ وسیع کر دیا جائے گا۔ [244, 947, 367, 998]
article-paragraph: محکمہ صحت کے مطابق شہر کے اسپتالوں میں مریضوں کی تعداد میں اضافہ ہوا ہے، ڈاکٹروں نے شہریوں کو احتیاطی تدابیر اختیار کرنے اور صاف پانی استعمال کرنے کی ہدایت کی ہے۔ [853, 895, 957, 966]
article-paragraph: محکمہ صحت کے مطابق شہر کے اسپتالوں میں مریضوں کی تعداد میں اضافہ ہوا ہے، ڈاکٹروں نے شہریوں کو احتیاطی تدابیر اختیار کرنے اور صاف پانی استعمال کرنے کی ہدایت کی ہے۔ [614, 1251, 727, 1312]
headline-korea: جنوبی کوریا میں ہر روز 60 سے زائد معمر افراد کی تنہائی میں اموات [4, 237, 117, 305]
article-paragraph: کراچی کے مختلف علاقوں میں پولیس نے کارروائی کرتے ہوئے متعدد ملزمان کو گرفتار کر لیا، ملزمان کے قبضے سے اسلحہ اور مسروقہ سامان برآمد ہوا، مقدمات درج کر کے تفتیش شروع کر دی گئی ہے۔ پولیس کے مطابق گرفتار ملزمان شہر میں اسٹریٹ کرائم کی متعدد وارداتوں میں ملوث تھے۔ [734, 391, 847, 483]
section-label: ملزم گرفتار [509, 259, 547, 269]
section-label: اسمبلی اجلاس [619, 752, 667, 762]
article-paragraph: وزیراعلیٰ سندھ نے اجلاس کی صدارت کرتے ہوئے ہدایت کی کہ ترقیاتی منصوبوں کو مقررہ وقت میں مکمل کیا جائے، شہریوں کو بنیادی سہولیات کی فراہمی حکومت کی اولین ترجیح ہے۔ [734, 1083, 847, 1144]
article-paragraph: محکمہ صحت کے مطابق شہر کے اسپتالوں میں مریضوں کی تعداد میں اضافہ ہوا ہے، ڈاکٹروں نے شہریوں کو احتیاطی تدابیر اختیار کرنے اور صاف پانی استعمال کرنے کی ہدایت کی ہے۔ [374, 170, 487, 231]
headline-development-sub: پاکستان کو ترقی کے لئے سرگرمیوں میں تیزی لانے کی ضرورت ہے [4, 115, 117, 158]
article-paragraph: تاجروں نے بجلی کی طویل لوڈ شیڈنگ کے خلاف احتجاج کیا اور مطالبہ کیا کہ کاروباری اوقات میں بجلی کی فراہمی یقینی بنائی جائے، بصورت دیگر احتجاج کا دائرہ وسیع کر دیا جائے گا۔ [494, 97, 607, 158]
article-paragraph: شہر میں بارش کے بعد مختلف علاقوں میں پانی جمع ہو گیا جس کے باعث شہریوں کو شدید مشکلات کا سامنا کرنا پڑا، بلدیہ عظمیٰ کے عملے نے نکاسی آب کا کام شروع کر دیا، انتظامیہ کا کہنا ہے کہ جلد صورتحال معمول پر آ جائے گی۔ [244, 463, 367, 534]
article-paragraph: محکمہ صحت کے مطابق شہر کے اسپتالوں میں مریضوں کی تعداد میں اضافہ ہوا ہے، ڈاکٹروں نے شہریوں کو احتیاطی تدابیر اختیار کرنے اور صاف پانی استعمال کرنے کی ہدایت کی ہے۔ [734, 1650, 847, 1711]
article-paragraph: کراچی کے مختلف علاقوں میں پولیس نے کارروائی کرتے ہوئے متعدد ملزمان کو گرفتار کر لیا، ملزمان کے قبضے سے اسلحہ اور مسروقہ سامان برآمد ہوا، مقدمات درج کر کے تفتیش شروع کر دی گئی ہے۔ پولیس کے مطابق گرفتار ملزمان شہر میں اسٹریٹ کرائم کی متعدد وارداتوں میں ملوث تھے۔ [734, 1713, 847, 1804]
article-paragraph: تاجروں نے بجلی کی طویل لوڈ شیڈنگ کے خلاف احتجاج کیا اور مطالبہ کیا کہ کاروباری اوقات میں بجلی کی فراہمی یقینی بنائی جائے، بصورت دیگر احتجاج کا دائرہ وسیع کر دیا جائے گا۔ [374, 1387, 487, 1448]
article-paragraph: عدالت نے کیس کی سماعت کے دوران فریقین کے دلائل سننے کے بعد فیصلہ محفوظ کر لیا، وکلا نے عدالت کو بتایا کہ مقدمے میں اہم شواہد پیش کئے جا چکے ہیں، آئندہ سماعت پر فیصلہ سنائے جانے کا امکان ہے۔ [244, 694, 367, 755]
article-paragraph: وزیراعلیٰ سندھ نے اجلاس کی صدارت کرتے ہوئے ہدایت کی کہ ترقیاتی منصوبوں کو مقررہ وقت میں مکمل کیا جائے، شہریوں کو بنیادی سہولیات کی فراہمی حکومت کی اولین ترجیح ہے۔ [734, 642, 847, 703]
section-number: خبر نمبر 19 [306, 540, 366, 554]
section-label: تحقیقات [144, 1225, 171, 1235]
article-paragraph: محکمہ صحت کے مطابق شہر کے اسپتالوں میں مریضوں کی تعداد میں اضافہ ہوا ہے، ڈاکٹروں نے شہریوں کو احتیاطی تدابیر اختیار کرنے اور صاف پانی استعمال کرنے کی ہدایت کی ہے۔ [853, 434, 957, 505]
section-number: خبر نمبر 17 [426, 1181, 486, 1195]
article-paragraph: تاجروں نے بجلی کی طویل لوڈ شیڈنگ کے خلاف احتجاج کیا اور مطالبہ کیا کہ کاروباری اوقات میں بجلی کی فراہمی یقینی بنائی جائے، بصورت دیگر احتجاج کا دائرہ وسیع کر دیا جائے گا۔ [614, 202, 727, 263]
article-paragraph: محکمہ صحت کے مطابق شہر کے اسپتالوں میں مریضوں کی تعداد میں اضافہ ہوا ہے، ڈاکٹروں نے شہریوں کو احتیاطی تدابیر اختیار کرنے اور صاف پانی استعمال کرنے کی ہدایت کی ہے۔ [853, 1817, 957, 1888]
headline-development: تنازعات، آفات اور معاشی زبوں حالی سے عالمی ترقیاتی عمل متاثر [4, 28, 117, 111]
article-paragraph: وزیراعلیٰ سندھ نے اجلاس کی صدارت کرتے ہوئے ہدایت کی کہ ترقیاتی منصوبوں کو مقررہ وقت میں مکمل کیا جائے، شہریوں کو بنیادی سہولیات کی فراہمی حکومت کی اولین ترجیح ہے۔ [4, 1032, 117, 1093]
section-label: بارشیں، احتیاط [738, 112, 787, 122]
column-3 [599, 24, 730, 1772]
section-number: خبر نمبر 27 [56, 553, 116, 567]
headline-kalam-sub: حادثے کے بعد علاقے میں سوگ کا سماں، انتظامیہ سے شکایات [244, 308, 367, 345]
column-5 [366, 24, 490, 1772]
article-paragraph: شہر میں بارش کے بعد مختلف علاقوں میں پانی جمع ہو گیا جس کے باعث شہریوں کو شدید مشکلات کا سامنا کرنا پڑا، بلدیہ عظمیٰ کے عملے نے نکاسی آب کا کام شروع کر دیا، انتظامیہ کا کہنا ہے کہ جلد صورتحال معمول پر آ جائے گی۔ [494, 863, 607, 944]
article-paragraph: محکمہ صحت کے مطابق شہر کے اسپتالوں میں مریضوں کی تعداد میں اضافہ ہوا ہے، ڈاکٹروں نے شہریوں کو احتیاطی تدابیر اختیار کرنے اور صاف پانی استعمال کرنے کی ہدایت کی ہے۔ [614, 286, 727, 347]
article-paragraph: محکمہ صحت کے مطابق شہر کے اسپتالوں میں مریضوں کی تعداد میں اضافہ ہوا ہے، ڈاکٹروں نے شہریوں کو احتیاطی تدابیر اختیار کرنے اور صاف پانی استعمال کرنے کی ہدایت کی ہے۔ [124, 925, 237, 986]
article-paragraph: عدالت نے کیس کی سماعت کے دوران فریقین کے دلائل سننے کے بعد فیصلہ محفوظ کر لیا، وکلا نے عدالت کو بتایا کہ مقدمے میں اہم شواہد پیش کئے جا چکے ہیں، آئندہ سماعت پر فیصلہ سنائے جانے کا امکان ہے۔ [494, 24, 607, 95]
section-label: قرعہ اندازی [262, 1213, 301, 1223]
article-paragraph: تاجروں نے بجلی کی طویل لوڈ شیڈنگ کے خلاف احتجاج کیا اور مطالبہ کیا کہ کاروباری اوقات میں بجلی کی فراہمی یقینی بنائی جائے، بصورت دیگر احتجاج کا دائرہ وسیع کر دیا جائے گا۔ [734, 1146, 847, 1207]
article-paragraph: عدالت نے کیس کی سماعت کے دوران فریقین کے دلائل سننے کے بعد فیصلہ محفوظ کر لیا، وکلا نے عدالت کو بتایا کہ مقدمے میں اہم شواہد پیش کئے جا چکے ہیں، آئندہ سماعت پر فیصلہ سنائے جانے کا امکان ہے۔ [4, 697, 117, 768]
article-paragraph: وزیراعلیٰ سندھ نے اجلاس کی صدارت کرتے ہوئے ہدایت کی کہ ترقیاتی منصوبوں کو مقررہ وقت میں مکمل کیا جائے، شہریوں کو بنیادی سہولیات کی فراہمی حکومت کی اولین ترجیح ہے۔ [734, 202, 847, 263]
star-icon: ★ [945, 2, 956, 16]
article-paragraph: تاجروں نے بجلی کی طویل لوڈ شیڈنگ کے خلاف احتجاج کیا اور مطالبہ کیا کہ کاروباری اوقات میں بجلی کی فراہمی یقینی بنائی جائے، بصورت دیگر احتجاج کا دائرہ وسیع کر دیا جائے گا۔ [124, 24, 237, 85]
article-paragraph: عدالت نے کیس کی سماعت کے دوران فریقین کے دلائل سننے کے بعد فیصلہ محفوظ کر لیا، وکلا نے عدالت کو بتایا کہ مقدمے میں اہم شواہد پیش کئے جا چکے ہیں، آئندہ سماعت پر فیصلہ سنائے جانے کا امکان ہے۔ [4, 162, 117, 233]
article-paragraph: کراچی کے مختلف علاقوں میں پولیس نے کارروائی کرتے ہوئے متعدد ملزمان کو گرفتار کر لیا، ملزمان کے قبضے سے اسلحہ اور مسروقہ سامان برآمد ہوا، مقدمات درج کر کے تفتیش شروع کر دی گئی ہے۔ پولیس کے مطابق گرفتار ملزمان شہر میں اسٹریٹ کرائم کی متعدد وارداتوں میں ملوث تھے۔ [614, 1010, 727, 1101]
article-paragraph: کراچی کے مختلف علاقوں میں پولیس نے کارروائی کرتے ہوئے متعدد ملزمان کو گرفتار کر لیا، ملزمان کے قبضے سے اسلحہ اور مسروقہ سامان برآمد ہوا، مقدمات درج کر کے تفتیش شروع کر دی گئی ہے۔ پولیس کے مطابق گرفتار ملزمان شہر میں اسٹریٹ کرائم کی متعدد وارداتوں میں ملوث تھے۔ [853, 507, 957, 609]
article-paragraph: کراچی کے مختلف علاقوں میں پولیس نے کارروائی کرتے ہوئے متعدد ملزمان کو گرفتار کر لیا، ملزمان کے قبضے سے اسلحہ اور مسروقہ سامان برآمد ہوا، مقدمات درج کر کے تفتیش شروع کر دی گئی ہے۔ پولیس کے مطابق گرفتار ملزمان شہر میں اسٹریٹ کرائم کی متعدد وارداتوں میں ملوث تھے۔ [614, 24, 727, 115]
article-paragraph: کراچی کے مختلف علاقوں میں پولیس نے کارروائی کرتے ہوئے متعدد ملزمان کو گرفتار کر لیا، ملزمان کے قبضے سے اسلحہ اور مسروقہ سامان برآمد ہوا، مقدمات درج کر کے تفتیش شروع کر دی گئی ہے۔ پولیس کے مطابق گرفتار ملزمان شہر میں اسٹریٹ کرائم کی متعدد وارداتوں میں ملوث تھے۔ [124, 737, 237, 829]
article-paragraph: شہر میں بارش کے بعد مختلف علاقوں میں پانی جمع ہو گیا جس کے باعث شہریوں کو شدید مشکلات کا سامنا کرنا پڑا، بلدیہ عظمیٰ کے عملے نے نکاسی آب کا کام شروع کر دیا، انتظامیہ کا کہنا ہے کہ جلد صورتحال معمول پر آ جائے گی۔ [734, 485, 847, 566]
article-paragraph: محکمہ صحت کے مطابق شہر کے اسپتالوں میں مریضوں کی تعداد میں اضافہ ہوا ہے، ڈاکٹروں نے شہریوں کو احتیاطی تدابیر اختیار کرنے اور صاف پانی استعمال کرنے کی ہدایت کی ہے۔ [734, 769, 847, 830]
article-paragraph: وزیراعلیٰ سندھ نے اجلاس کی صدارت کرتے ہوئے ہدایت کی کہ ترقیاتی منصوبوں کو مقررہ وقت میں مکمل کیا جائے، شہریوں کو بنیادی سہولیات کی فراہمی حکومت کی اولین ترجیح ہے۔ [494, 275, 607, 336]
article-paragraph: وزیراعلیٰ سندھ نے اجلاس کی صدارت کرتے ہوئے ہدایت کی کہ ترقیاتی منصوبوں کو مقررہ وقت میں مکمل کیا جائے، شہریوں کو بنیادی سہولیات کی فراہمی حکومت کی اولین ترجیح ہے۔ [614, 1103, 727, 1164]
section-number: خبر نمبر 6 [671, 751, 726, 765]
section-29 [4, 1161, 117, 1177]
section-6 [614, 750, 727, 766]
article-paragraph: کراچی کے مختلف علاقوں میں پولیس نے کارروائی کرتے ہوئے متعدد ملزمان کو گرفتار کر لیا، ملزمان کے قبضے سے اسلحہ اور مسروقہ سامان برآمد ہوا، مقدمات درج کر کے تفتیش شروع کر دی گئی ہے۔ پولیس کے مطابق گرفتار ملزمان شہر میں اسٹریٹ کرائم کی متعدد وارداتوں میں ملوث تھے۔ [494, 643, 607, 734]
article-paragraph: شہر میں بارش کے بعد مختلف علاقوں میں پانی جمع ہو گیا جس کے باعث شہریوں کو شدید مشکلات کا سامنا کرنا پڑا، بلدیہ عظمیٰ کے عملے نے نکاسی آب کا کام شروع کر دیا، انتظامیہ کا کہنا ہے کہ جلد صورتحال معمول پر آ جائے گی۔ [374, 968, 487, 1049]
article-paragraph: وزیراعلیٰ سندھ نے اجلاس کی صدارت کرتے ہوئے ہدایت کی کہ ترقیاتی منصوبوں کو مقررہ وقت میں مکمل کیا جائے، شہریوں کو بنیادی سہولیات کی فراہمی حکومت کی اولین ترجیح ہے۔ [374, 24, 487, 85]
article-paragraph: تاجروں نے بجلی کی طویل لوڈ شیڈنگ کے خلاف احتجاج کیا اور مطالبہ کیا کہ کاروباری اوقات میں بجلی کی فراہمی یقینی بنائی جائے، بصورت دیگر احتجاج کا دائرہ وسیع کر دیا جائے گا۔ [614, 1167, 727, 1228]
article-paragraph: عدالت نے کیس کی سماعت کے دوران فریقین کے دلائل سننے کے بعد فیصلہ محفوظ کر لیا، وکلا نے عدالت کو بتایا کہ مقدمے میں اہم شواہد پیش کئے جا چکے ہیں، آئندہ سماعت پر فیصلہ سنائے جانے کا امکان ہے۔ [494, 485, 607, 556]
article-paragraph: شہر میں بارش کے بعد مختلف علاقوں میں پانی جمع ہو گیا جس کے باعث شہریوں کو شدید مشکلات کا سامنا کرنا پڑا، بلدیہ عظمیٰ کے عملے نے نکاسی آب کا کام شروع کر دیا، انتظامیہ کا کہنا ہے کہ جلد صورتحال معمول پر آ جائے گی۔ [374, 1450, 487, 1532]
article-paragraph: عدالت نے کیس کی سماعت کے دوران فریقین کے دلائل سننے کے بعد فیصلہ محفوظ کر لیا، وکلا نے عدالت کو بتایا کہ مقدمے میں اہم شواہد پیش کئے جا چکے ہیں، آئندہ سماعت پر فیصلہ سنائے جانے کا امکان ہے۔ [734, 1890, 847, 1961]
section-label: مقدمہ درج [386, 951, 421, 961]
